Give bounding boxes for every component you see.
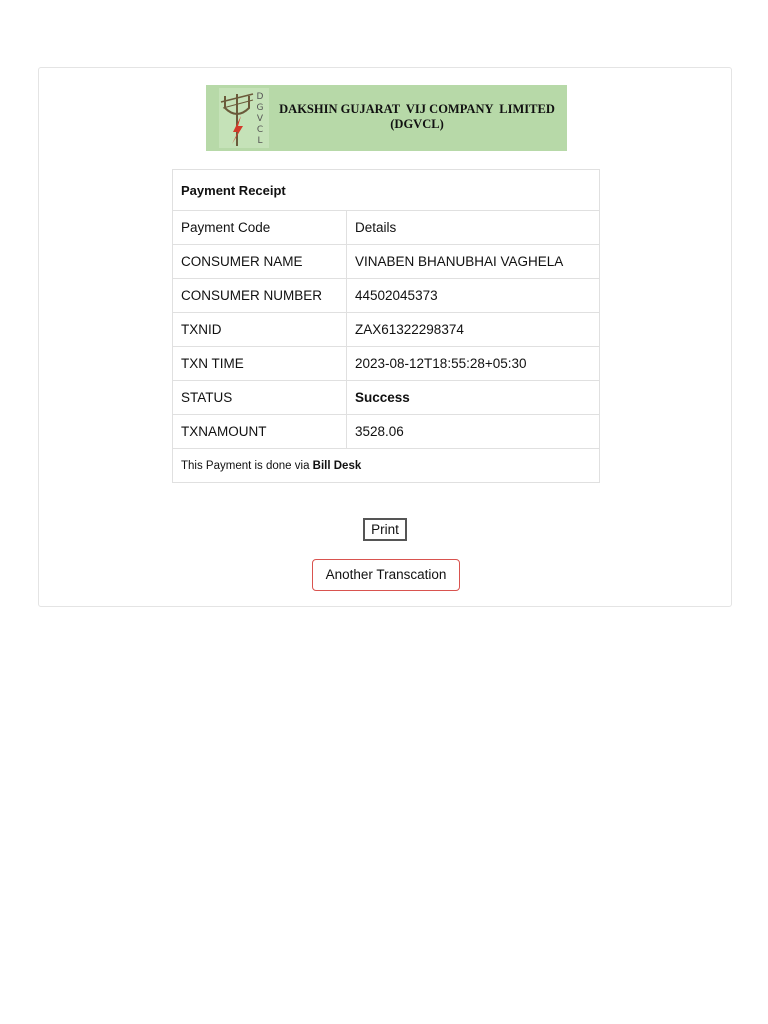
- table-header-row: [173, 211, 600, 245]
- receipt-title: Payment Receipt: [173, 170, 600, 211]
- company-name: [276, 102, 558, 132]
- status-value: Success: [347, 381, 600, 415]
- row-label: TXN TIME: [173, 347, 347, 381]
- row-label: TXNID: [173, 313, 347, 347]
- txn-time-value: 2023-08-12T18:55:28+05:30: [347, 347, 600, 381]
- logo-letters: D G V C L: [256, 92, 264, 146]
- table-row: [173, 347, 600, 381]
- company-banner: [206, 85, 567, 151]
- txnid-value: ZAX61322298374: [347, 313, 600, 347]
- row-label: TXNAMOUNT: [173, 415, 347, 449]
- table-row: [173, 245, 600, 279]
- table-row: [173, 313, 600, 347]
- company-name-line2: (DGVCL): [390, 117, 444, 131]
- receipt-table: [172, 169, 600, 483]
- another-transaction-button[interactable]: Another Transcation: [312, 559, 460, 591]
- payment-gateway: Bill Desk: [312, 459, 362, 472]
- company-name-line1: DAKSHIN GUJARAT VIJ COMPANY LIMITED: [279, 102, 555, 116]
- table-row: [173, 415, 600, 449]
- receipt-card: [38, 67, 732, 607]
- header-details: Details: [347, 211, 600, 245]
- txn-amount-value: 3528.06: [347, 415, 600, 449]
- table-row: [173, 381, 600, 415]
- row-label: CONSUMER NAME: [173, 245, 347, 279]
- print-button[interactable]: Print: [363, 518, 407, 541]
- table-row: [173, 279, 600, 313]
- payment-note: [173, 449, 600, 483]
- receipt-title-row: [173, 170, 600, 211]
- row-label: STATUS: [173, 381, 347, 415]
- consumer-name-value: VINABEN BHANUBHAI VAGHELA: [347, 245, 600, 279]
- payment-note-prefix: This Payment is done via: [181, 459, 313, 472]
- payment-note-row: [173, 449, 600, 483]
- row-label: CONSUMER NUMBER: [173, 279, 347, 313]
- header-payment-code: Payment Code: [173, 211, 347, 245]
- dgvcl-logo: [219, 88, 269, 148]
- consumer-number-value: 44502045373: [347, 279, 600, 313]
